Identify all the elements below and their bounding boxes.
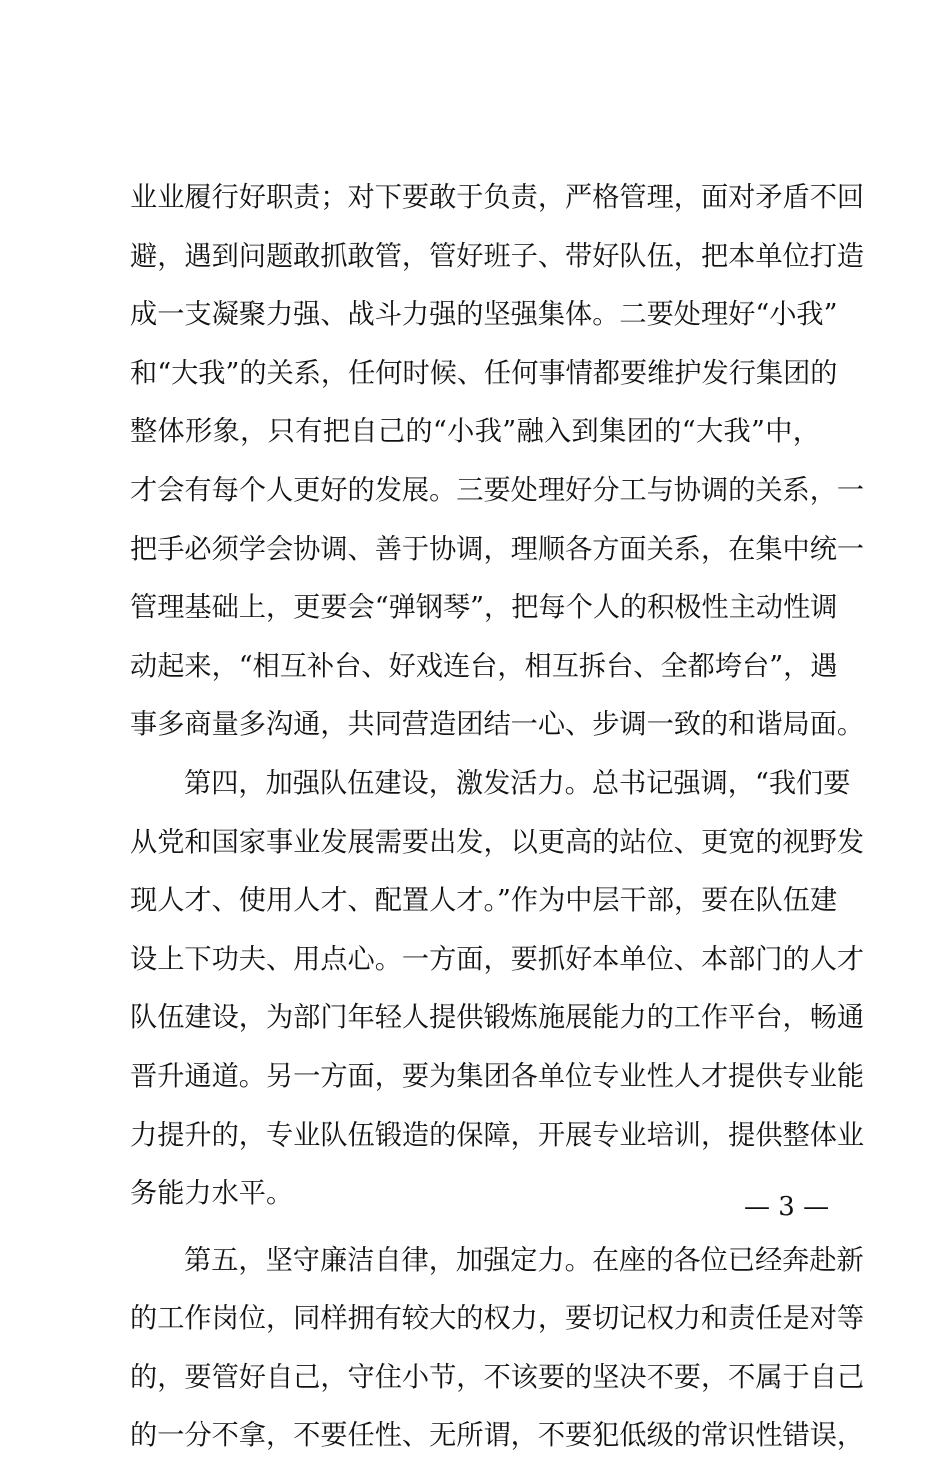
paragraph-start-line: 第四，加强队伍建设，激发活力。总书记强调，“我们要 [184,767,851,799]
text-line: 晋升通道。另一方面，要为集团各单位专业性人才提供专业能 [130,1060,865,1092]
text-line: 现人才、使用人才、配置人才。”作为中层干部，要在队伍建 [130,885,838,917]
text-line: 成一支凝聚力强、战斗力强的坚强集体。二要处理好“小我” [130,299,838,331]
text-line: 的一分不拿，不要任性、无所谓，不要犯低级的常识性错误， [130,1420,865,1452]
text-line: 力提升的，专业队伍锻造的保障，开展专业培训，提供整体业 [130,1119,865,1151]
text-line: 的，要管好自己，守住小节，不该要的坚决不要，不属于自己 [130,1361,865,1393]
paragraph-gap [130,1231,820,1239]
text-line: 事多商量多沟通，共同营造团结一心、步调一致的和谐局面。 [130,709,865,741]
page-number: — 3 — [744,1192,830,1222]
text-line: 避，遇到问题敢抓敢管，管好班子、带好队伍，把本单位打造 [130,240,865,272]
paragraph-start-line: 第五，坚守廉洁自律，加强定力。在座的各位已经奔赴新 [184,1244,864,1276]
text-line: 业业履行好职责；对下要敢于负责，严格管理，面对矛盾不回 [130,182,865,213]
text-line: 动起来，“相互补台、好戏连台，相互拆台、全都垮台”，遇 [130,650,838,682]
text-line: 管理基础上，更要会“弹钢琴”，把每个人的积极性主动性调 [130,592,838,624]
paragraph-end-line: 务能力水平。 [130,1178,294,1210]
text-line: 设上下功夫、用点心。一方面，要抓好本单位、本部门的人才 [130,943,865,975]
text-line: 从党和国家事业发展需要出发，以更高的站位、更宽的视野发 [130,826,865,858]
text-line: 和“大我”的关系，任何时候、任何事情都要维护发行集团的 [130,357,838,389]
document-body [130,176,865,1473]
text-line: 才会有每个人更好的发展。三要处理好分工与协调的关系，一 [130,474,865,506]
text-line: 的工作岗位，同样拥有较大的权力，要切记权力和责任是对等 [130,1303,865,1335]
text-line: 队伍建设，为部门年轻人提供锻炼施展能力的工作平台，畅通 [130,1002,865,1034]
text-line: 把手必须学会协调、善于协调，理顺各方面关系，在集中统一 [130,533,865,565]
text-line: 整体形象，只有把自己的“小我”融入到集团的“大我”中， [130,416,820,448]
